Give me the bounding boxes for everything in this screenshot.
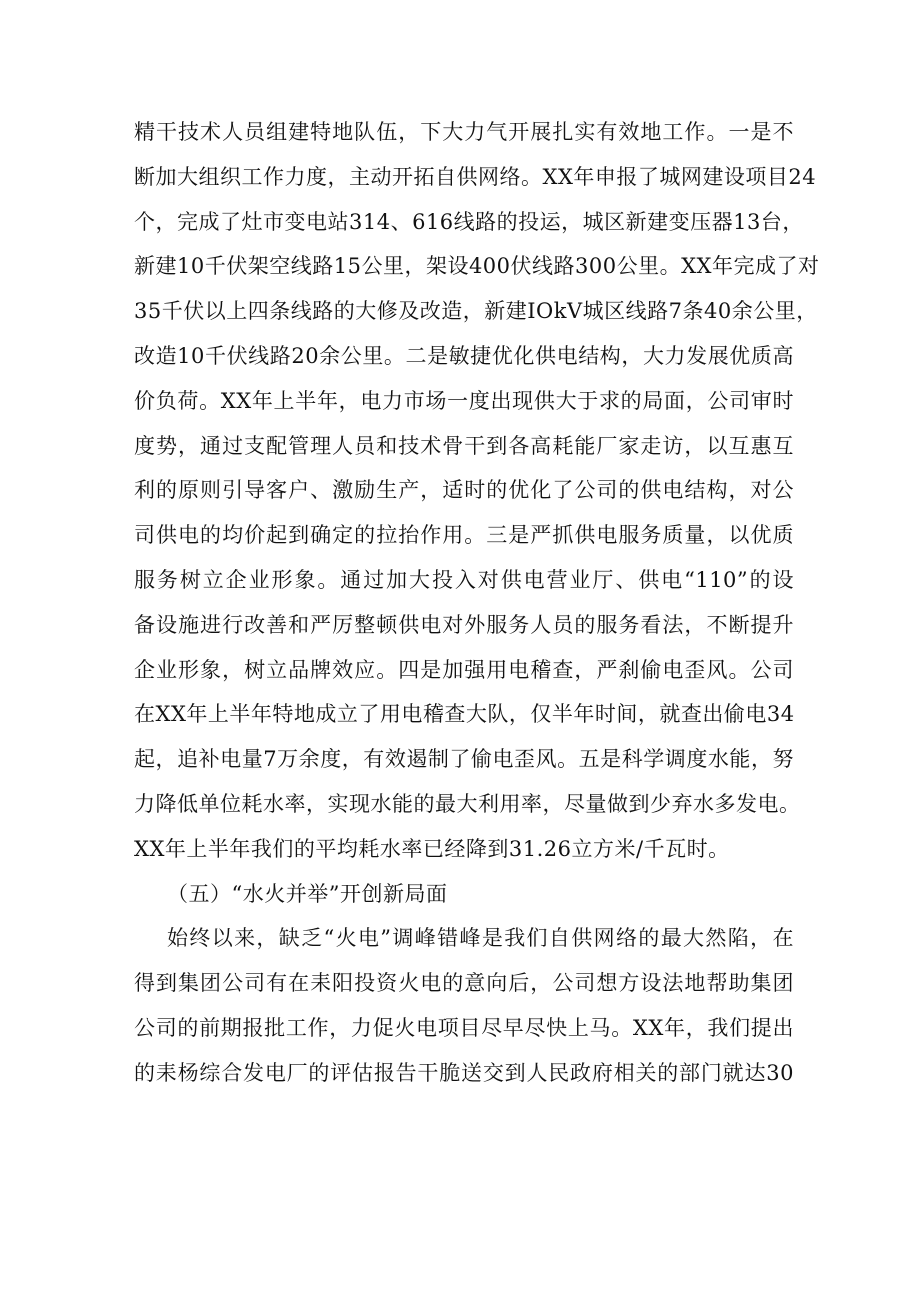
text-line: 公司的前期报批工作，力促火电项目尽早尽快上马。XX年，我们提出	[134, 1015, 794, 1040]
text-line: 度势，通过支配管理人员和技术骨干到各高耗能厂家走访，以互惠互	[134, 433, 794, 458]
text-line: 得到集团公司有在耒阳投资火电的意向后，公司想方设法地帮助集团	[134, 971, 794, 996]
text-line: 个，完成了灶市变电站314、616线路的投运，城区新建变压器13台，	[134, 209, 804, 234]
paragraph-first-line: 始终以来，缺乏“火电”调峰错峰是我们自供网络的最大然陷，在	[167, 926, 794, 951]
body-text	[134, 110, 820, 1096]
text-line: 价负荷。XX年上半年，电力市场一度出现供大于求的局面，公司审时	[134, 388, 794, 413]
text-line: 的耒杨综合发电厂的评估报告干脆送交到人民政府相关的部门就达30	[134, 1060, 794, 1085]
text-line: 司供电的均价起到确定的拉抬作用。三是严抓供电服务质量，以优质	[134, 523, 794, 548]
paragraph-end-line: XX年上半年我们的平均耗水率已经降到31.26立方米/千瓦时。	[134, 836, 730, 861]
text-line: 企业形象，树立品牌效应。四是加强用电稽查，严刹偷电歪风。公司	[134, 657, 794, 682]
text-line: 新建10千伏架空线路15公里，架设400伏线路300公里。XX年完成了对	[134, 254, 820, 279]
text-line: 断加大组织工作力度，主动开拓自供网络。XX年申报了城网建设项目24	[134, 164, 817, 189]
text-line: 改造10千伏线路20余公里。二是敏捷优化供电结构，大力发展优质高	[134, 343, 794, 368]
text-line: 精干技术人员组建特地队伍，下大力气开展扎实有效地工作。一是不	[134, 120, 794, 144]
text-line: 35千伏以上四条线路的大修及改造，新建IOkV城区线路7条40余公里，	[134, 299, 818, 324]
text-line: 服务树立企业形象。通过加大投入对供电营业厅、供电“110”的设	[134, 567, 794, 592]
text-line: 利的原则引导客户、激励生产，适时的优化了公司的供电结构，对公	[134, 478, 794, 503]
section-heading: （五）“水火并举”开创新局面	[167, 881, 448, 906]
text-line: 力降低单位耗水率，实现水能的最大利用率，尽量做到少弃水多发电。	[134, 791, 801, 816]
text-line: 备设施进行改善和严厉整顿供电对外服务人员的服务看法，不断提升	[134, 612, 794, 637]
text-line: 起，追补电量7万余度，有效遏制了偷电歪风。五是科学调度水能，努	[134, 747, 794, 772]
text-line: 在XX年上半年特地成立了用电稽查大队，仅半年时间，就查出偷电34	[134, 702, 795, 727]
